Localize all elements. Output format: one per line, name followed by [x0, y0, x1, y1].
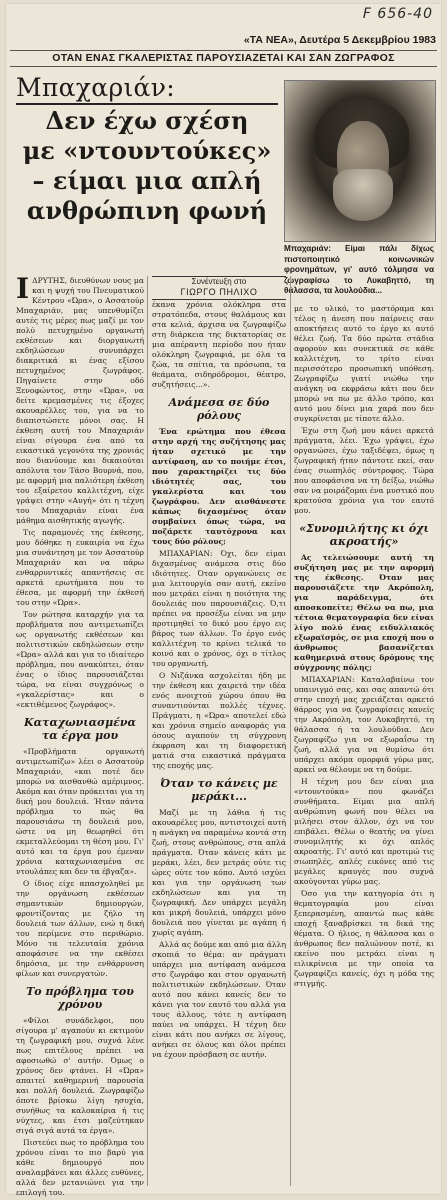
interviewer-name: ΓΙΩΡΓΟ ΠΗΛΙΧΟ	[180, 287, 258, 297]
kicker-bar: ΟΤΑΝ ΕΝΑΣ ΓΚΑΛΕΡΙΣΤΑΣ ΠΑΡΟΥΣΙΑΖΕΤΑΙ ΚΑΙ ΣΑΝ ΖΩΓΡΑΦΟΣ	[10, 50, 437, 67]
paragraph: Πιστεύει πως το πρόβλημα του χρόνου είναι το πιο βαρύ για κάθε δημιουργό που αναλαμβάνει και άλλες ευθύνες, αλλά δεν μετανιώνει για την επιλογή του.	[16, 1138, 144, 1197]
headline-line-2: με «ντουντούκες»	[22, 136, 272, 165]
archive-mark: F 656-40	[362, 6, 433, 22]
drop-cap: Ι	[16, 272, 30, 305]
answer-paragraph: ΜΠΑΧΑΡΙΑΝ: Καταλαβαίνω τον υπαινιγμό σας, και σας απαντώ ότι στην εποχή μας χρειάζεται αρκετό θάρρος για να ζωγραφίσεις κανείς την Ακρόπολη, τον Λυκαβηττό, τη θάλασσα ή τα λουλούδια. Δεν ζωγραφίζω για να εξωραΐσω τη ζωή, αλλά για να θυμίσω ότι υπάρχει ακόμα ομορφιά γύρω μας, αρκεί να θέλουμε να τη δούμε.	[294, 675, 434, 774]
subheading: Ανάμεσα σε δύο ρόλους	[168, 396, 270, 422]
paragraph: Τις παραμονές της έκθεσης, μου δόθηκε η ευκαιρία να έχω μια συνάντηση με τον Ασσατούρ Μπαχαριάν και να πάρω ενθαρρυντικές απαντήσεις σε αρκετά ερωτήματα που το έθεσα, με αφορμή την έκθεσή του στην «Ώρα».	[16, 528, 144, 607]
question-paragraph: Ένα ερώτημα που έθεσα στην αρχή της συζήτησης μας ήταν σχετικό με την αντίφαση, αν το ποιήμε έτσι, που χαρακτηρίζει τις δύο ιδιότητές σας, του γκαλερίστα και του ζωγράφου. Δεν αισθάνεστε κάπως διχασμένος όταν συμβαίνει όπως τώρα, να ποζάρετε ταυτόχρονα και τους δύο ρόλους;	[152, 427, 286, 546]
question-paragraph: Ας τελειώσουμε αυτή τη συζήτηση μας με την αφορμή της έκθεσης. Όταν μας παρουσιάζετε την Ακρόπολη, για παράδειγμα, ότι αποσκοπείτε; Θέλω να πω, μια τέτοια θεματογραφία δεν είναι λίγο πολύ ένας ειδυλλιακός εξωραϊσμός, σε μια εποχή που ο άνθρωπος βασανίζεται καθημερινά στους δρόμους της σύγχρονης πόλης;	[294, 553, 434, 672]
headline-name: Μπαχαριάν:	[16, 73, 175, 102]
answer-paragraph: ΜΠΑΧΑΡΙΑΝ: Όχι, δεν είμαι διχασμένος ανάμεσα στις δύο ιδιότητες. Όταν οργανώνεις σε μια λειτουργία σαν αυτή, εκείνο που μετράει είναι η ποιότητα της δουλειάς που παρουσιάζεις. Ό,τι πρέπει να προσέξω είναι να μην προτιμηθεί το δικό μου έργο εις βάρος των άλλων. Το έργο ενός καλλιτέχνη το κρίνει τελικά το κοινό και ο χρόνος, όχι ο τίτλος του οργανωτή.	[152, 549, 286, 668]
paragraph: Αλλά ας δούμε και από μια άλλη σκοπιά το θέμα: αν πράγματι υπάρχει μια αντίφαση ανάμεσα στο ζωγράφο και στον οργανωτή πολιτιστικών εκδηλώσεων. Όταν αυτό που κάνει κανείς δεν το κάνει για τον εαυτό του αλλά για τους άλλους, τότε η αντίφαση παύει να υπάρχει. Η τέχνη δεν είναι κάτι που ανήκει σε λίγους, ανήκει σε όλους και όλοι πρέπει να έχουν πρόσβαση σε αυτήν.	[152, 940, 286, 1059]
column-rule-2	[290, 276, 291, 1186]
portrait-beard	[333, 169, 393, 221]
headline-line-1: Δεν έχω σχέση	[45, 106, 249, 135]
newspaper-page	[6, 4, 441, 1197]
subheading: Όταν το κάνεις με μεράκι...	[160, 777, 278, 803]
headline-line-4: ανθρώπινη φωνή	[26, 196, 268, 225]
paragraph: Έχω στη ζωή μου κάνει αρκετά πράγματα, λέει. Έχω γράψει, έχω οργανώσει, έχω ταξιδέψει, όμως η ζωγραφική ήταν πάντοτε εκεί, σαν ένας σιωπηλός σύντροφος. Τώρα που αποφάσισα να τη δείξω, νιώθω σαν να μοιράζομαι ένα μυστικό που κρατούσα χρόνια για τον εαυτό μου.	[294, 426, 434, 515]
headline-block	[16, 72, 278, 225]
photo-caption: Μπαχαριάν: Είμαι πάλι δίχως πιστοποιητικό κοινωνικών φρονημάτων, γι' αυτό τόλμησα να ζωγραφίσω το Λυκαβηττό, τη θάλασσα, τα λουλούδια...	[284, 244, 434, 295]
paragraph: Ο Νιζάνκα ασχολείται ήδη με την έκθεση και χαιρετά την ιδέα ενός ανοιχτού χώρου όπου θα συναντιούνται πολλές τέχνες. Πράγματι, η «Ώρα» αποτελεί εδώ και χρόνια σημείο αναφοράς για όσους αγαπούν τη σύγχρονη έκφραση και τη διαφορετική ματιά στα εικαστικά πράγματα της εποχής μας.	[152, 671, 286, 770]
article-column-2	[152, 300, 286, 1186]
lead-paragraph	[16, 272, 144, 526]
paragraph: Τον ρώτησα καταρχήν για τα προβλήματα που αντιμετωπίζει ως οργανωτής εκθέσεων και πολιτιστικών εκδηλώσεων στην «Ώρα» αλλά και για το ιδιαίτερο πρόβλημα, που ανακύπτει, όταν ένας ο ίδιος παρουσιάζεται τώρα, να είναι συγχρόνως ο «γκαλερίστας» και ο «εκτιθέμενος ζωγράφος».	[16, 610, 144, 709]
paragraph: έκανα χρόνια ολόκληρα στα στρατόπεδα, στους θαλάμους και στα κελιά, άρχισα να ζωγραφίζω στη διάρκεια της δικτατορίας σε μια απέραντη περίοδο που ήταν ολόκληρη ζωγραφιά, με όλα τα ζώα, τα σπίτια, τα πρόσωπα, τα θεάματα, σιδηρόδρομοι, θέατρο, συζητήσεις...».	[152, 300, 286, 389]
interview-credit	[152, 276, 286, 300]
column-rule-1	[147, 276, 148, 1186]
subheading: «Συνομιλήτης κι όχι ακροατής»	[299, 522, 429, 548]
masthead: «ΤΑ ΝΕΑ», Δευτέρα 5 Δεκεμβρίου 1983	[243, 34, 436, 46]
article-column-1	[16, 272, 144, 1197]
headline-line-3: – είμαι μια απλή	[32, 166, 262, 195]
paragraph: «Προβλήματα οργανωτή αντιμετωπίζω» λέει ο Ασσατούρ Μπαχαριάν, «και ποτέ δεν μπορώ να αισθανθώ αμέριμνος. Ακόμα και όταν πρόκειται για τη δική μου δουλειά. Ήταν πάντα πρόβλημα το πώς θα παρουσιάσω τη δουλειά μου, ώστε να μη θεωρηθεί ότι εκμεταλλεύομαι τη θέση μου. Γι' αυτό και τα έργα μου έμεναν χρόνια καταχωνιασμένα σε ντουλάπες και δεν τα έβγαζα».	[16, 747, 144, 876]
paragraph: Μαζί με τη λάθια ή τις ακουαρέλες μου, αντιστοιχεί αυτή η ανάγκη να παραμένω κοντά στη ζωή, στους ανθρώπους, στα απλά πράγματα. Όταν κάνεις κάτι με μεράκι, λέει, δεν μετράς ούτε τις ώρες ούτε τον κόπο. Αυτό ισχύει και για την οργάνωση των εκδηλώσεων και για τη ζωγραφική. Δεν υπάρχει μεγάλη και μικρή δουλειά, υπάρχει μόνο δουλειά που γίνεται με αγάπη ή χωρίς αγάπη.	[152, 808, 286, 937]
portrait-photo	[284, 80, 436, 242]
lead-text: ΔΡΥΤΗΣ, διευθύνων νους μα και η ψυχή του Πνευματικού Κέντρου «Ώρα», ο Ασσατούρ Μπαχαριάν, μας υπενθυμίζει αυτές τις μέρες πως μαζί με τον πολύ πετυχημένο οργανωτή εκθέσεων και διοργανωτή εκδηλώσεων συνυπάρχει διακριτικά κι ένας εξίσου πετυχημένος ζωγράφος. Πηγαίνετε στην οδό Ξενοφώντος, στην «Ώρα», να δείτε κρεμασμένες τις έξοχες ακουαρέλλες του, για να το διαπιστώσετε μόνοι σας. Η έκθεση αυτή του Μπαχαριάν είναι σίγουρα ένα από τα εικαστικά γεγονότα της χρονιάς που διανύουμε και δικαιούται απόλυτα τον Τάσο Βουρνά, που, με αφορμή μια παλιότερη έκθεση του εξαίρετου καλλιτέχνη, είχε γράψει στην «Αυγή» ότι η τέχνη του Μπαχαριάν είναι ένα μάθημα αισθητικής αγωγής.	[16, 276, 144, 525]
interview-label: Συνέντευξη στο	[191, 277, 247, 286]
paragraph: Η τέχνη μου δεν είναι μια «ντουντούκα» που φωνάζει συνθήματα. Είμαι μια απλή ανθρώπινη φωνή που θέλει να μιλήσει στον άλλον, όχι να τον επιβάλει. Θέλω ο θεατής να γίνει συνομιλητής κι όχι απλός ακροατής. Γι' αυτό και προτιμώ τις σιωπηλές, απλές εικόνες από τις μεγάλες κραυγές που συχνά ακούγονται γύρω μας.	[294, 777, 434, 886]
paragraph: με το υλικό, το μαστόραμα και τέλος η άνεση που παίρνεις σαν αποκτήσεις αυτό το έργο κι αυτό θέλει ζωή. Τα δύο πρώτα στάδια αφορούν και συνεκτικά σε κάθε καλλιτέχνη, το τρίτο είναι περισσότερο προσωπική υπόθεση. Ζωγραφίζω γιατί νιώθω την ανάγκη να εκφράσω κάτι που δεν μπορώ να πω με άλλο τρόπο, και αυτό μου δίνει μια χαρά που δεν συγκρίνεται με τίποτε άλλο.	[294, 304, 434, 423]
paragraph: «Φίλοι συνάδελφοι, που σίγουρα μ' αγαπούν κι εκτιμούν τη ζωγραφική μου, συχνά λένε πως επιτέλους πρέπει να αφοσιωθώ σ' αυτήν. Όμως ο χρόνος δεν φτάνει. Η «Ώρα» απαιτεί καθημερινή παρουσία και πολλή δουλειά. Ζωγραφίζω όποτε βρίσκω λίγη ησυχία, συνήθως τα καλοκαίρια ή τις νύχτες, και έτσι μαζεύτηκαν σιγά σιγά αυτά τα έργα».	[16, 1016, 144, 1135]
paragraph: Όσο για την κατηγορία ότι η θεματογραφία μου είναι ξεπερασμένη, απαντώ πως κάθε εποχή ξαναβρίσκει τα δικά της θέματα. Ο ήλιος, η θάλασσα και ο άνθρωπος δεν παλιώνουν ποτέ, κι εκείνο που μετράει είναι η ειλικρίνεια με την οποία τα ζωγραφίζει κανείς, όχι η μόδα της στιγμής.	[294, 889, 434, 988]
article-column-3	[294, 304, 434, 1186]
subheading: Καταχωνιασμένα τα έργα μου	[24, 716, 136, 742]
headline-rule	[16, 103, 278, 105]
subheading: Το πρόβλημα του χρόνου	[26, 985, 134, 1011]
paragraph: Ο ίδιος είχε απασχοληθεί με την οργάνωση εκθέσεων σημαντικών δημιουργών, φροντίζοντας με ζήλο τη δουλειά των άλλων, ενώ η δική του περίμενε στο περιθώριο. Μόνο τα τελευταία χρόνια αποφάσισε να την εκθέσει δημόσια, με την ενθάρρυνση φίλων και συνεργατών.	[16, 879, 144, 978]
